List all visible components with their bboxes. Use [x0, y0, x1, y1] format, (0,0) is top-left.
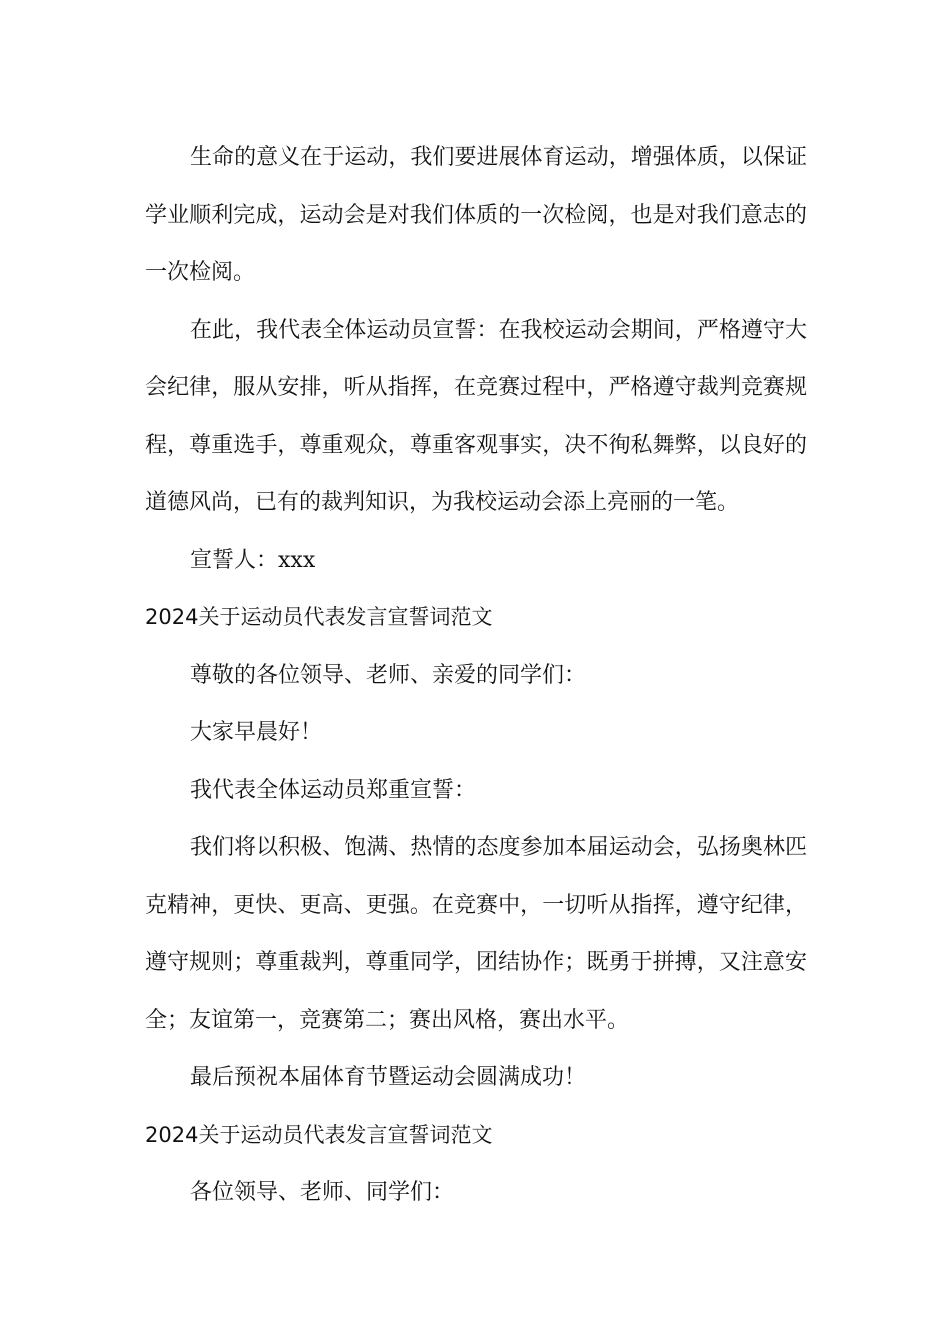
section-heading-2: 2024关于运动员代表发言宣誓词范文	[145, 1122, 493, 1147]
paragraph-oath-signatory: 宣誓人：xxx	[190, 547, 316, 573]
paragraph-greeting: 大家早晨好！	[190, 720, 323, 745]
paragraph-oath-text: 在此，我代表全体运动员宣誓：在我校运动会期间，严格遵守大会纪律，服从安排，听从指挥，在竞赛过程中，严格遵守裁判竞赛规程，尊重选手，尊重观众，尊重客观事实，决不徇私舞弊，以良好的道德风尚，已有的裁判知识，为我校运动会添上亮丽的一笔。	[145, 317, 807, 515]
section-heading-1: 2024关于运动员代表发言宣誓词范文	[145, 605, 493, 629]
paragraph-oath-body: 我们将以积极、饱满、热情的态度参加本届运动会，弘扬奥林匹克精神，更快、更高、更强。在竞赛中，一切听从指挥，遵守纪律，遵守规则；尊重裁判，尊重同学，团结协作；既勇于拼搏，又注意安全；友谊第一，竞赛第二；赛出风格，赛出水平。	[145, 835, 807, 1033]
document-body	[145, 129, 807, 1222]
paragraph-meaning-of-sport: 生命的意义在于运动，我们要进展体育运动，增强体质，以保证学业顺利完成，运动会是对我们体质的一次检阅，也是对我们意志的一次检阅。	[145, 145, 807, 285]
paragraph-closing-wish: 最后预祝本届体育节暨运动会圆满成功！	[190, 1065, 587, 1090]
paragraph-oath-intro: 我代表全体运动员郑重宣誓：	[190, 777, 477, 803]
paragraph-salutation-2: 各位领导、老师、同学们：	[190, 1180, 455, 1205]
paragraph-salutation-1: 尊敬的各位领导、老师、亲爱的同学们：	[190, 662, 587, 688]
